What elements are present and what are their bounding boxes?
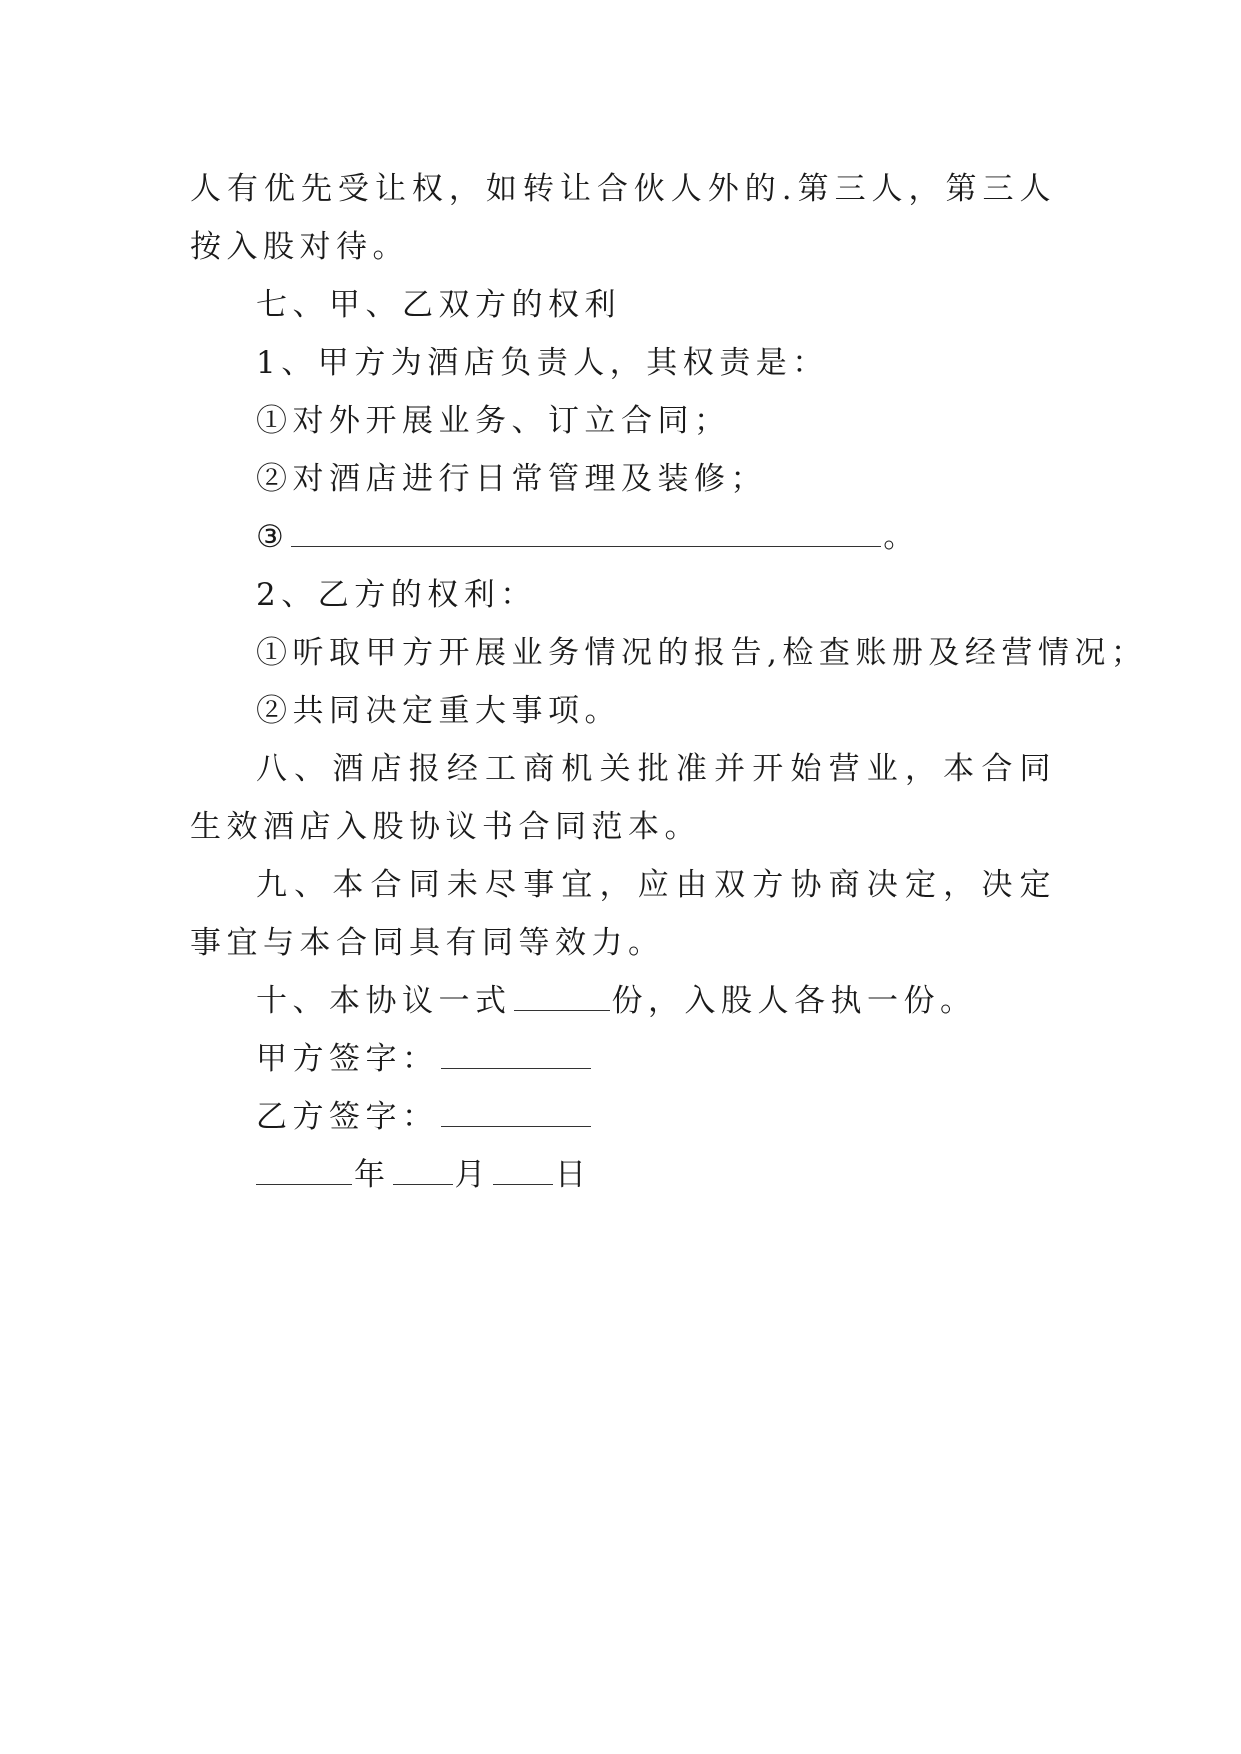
clause-party-a-duties: 1、甲方为酒店负责人，其权责是：	[256, 345, 829, 381]
item-3-marker: ③	[256, 519, 290, 555]
day-blank-field[interactable]	[493, 1158, 553, 1185]
clause-party-b-rights: 2、乙方的权利：	[256, 577, 537, 613]
paragraph-transfer-rights: 人有优先受让权，如转让合伙人外的.第三人，第三人按入股对待。	[190, 171, 1056, 265]
day-label: 日	[555, 1157, 592, 1193]
month-label: 月	[454, 1157, 491, 1193]
party-a-signature-field[interactable]	[441, 1042, 591, 1069]
year-label: 年	[354, 1157, 391, 1193]
item-3-period: 。	[883, 519, 920, 555]
section-ten-suffix: 份，入股人各执一份。	[611, 983, 977, 1019]
party-b-signature-label: 乙方签字：	[256, 1099, 439, 1135]
party-a-signature-line	[190, 1030, 1056, 1088]
clause-party-b-item-1: ①听取甲方开展业务情况的报告,检查账册及经营情况；	[256, 635, 1148, 671]
section-nine-paragraph: 九、本合同未尽事宜，应由双方协商决定，决定事宜与本合同具有同等效力。	[190, 867, 1056, 961]
section-ten-prefix: 十、本协议一式	[256, 983, 512, 1019]
year-blank-field[interactable]	[256, 1158, 352, 1185]
clause-party-a-item-3	[190, 508, 1056, 566]
section-ten-paragraph	[190, 972, 1056, 1030]
item-3-blank-field[interactable]	[291, 520, 881, 547]
section-seven-title: 七、甲、乙双方的权利	[256, 287, 621, 323]
party-a-signature-label: 甲方签字：	[256, 1041, 439, 1077]
party-b-signature-field[interactable]	[441, 1100, 591, 1127]
month-blank-field[interactable]	[393, 1158, 453, 1185]
section-eight-paragraph: 八、酒店报经工商机关批准并开始营业，本合同生效酒店入股协议书合同范本。	[190, 751, 1056, 845]
clause-party-a-item-1: ①对外开展业务、订立合同；	[256, 403, 731, 439]
copies-blank-field[interactable]	[514, 984, 610, 1011]
party-b-signature-line	[190, 1088, 1056, 1146]
clause-party-b-item-2: ②共同决定重大事项。	[256, 693, 621, 729]
document-body	[190, 160, 1148, 1204]
date-line	[190, 1146, 1056, 1204]
clause-party-a-item-2: ②对酒店进行日常管理及装修；	[256, 461, 767, 497]
